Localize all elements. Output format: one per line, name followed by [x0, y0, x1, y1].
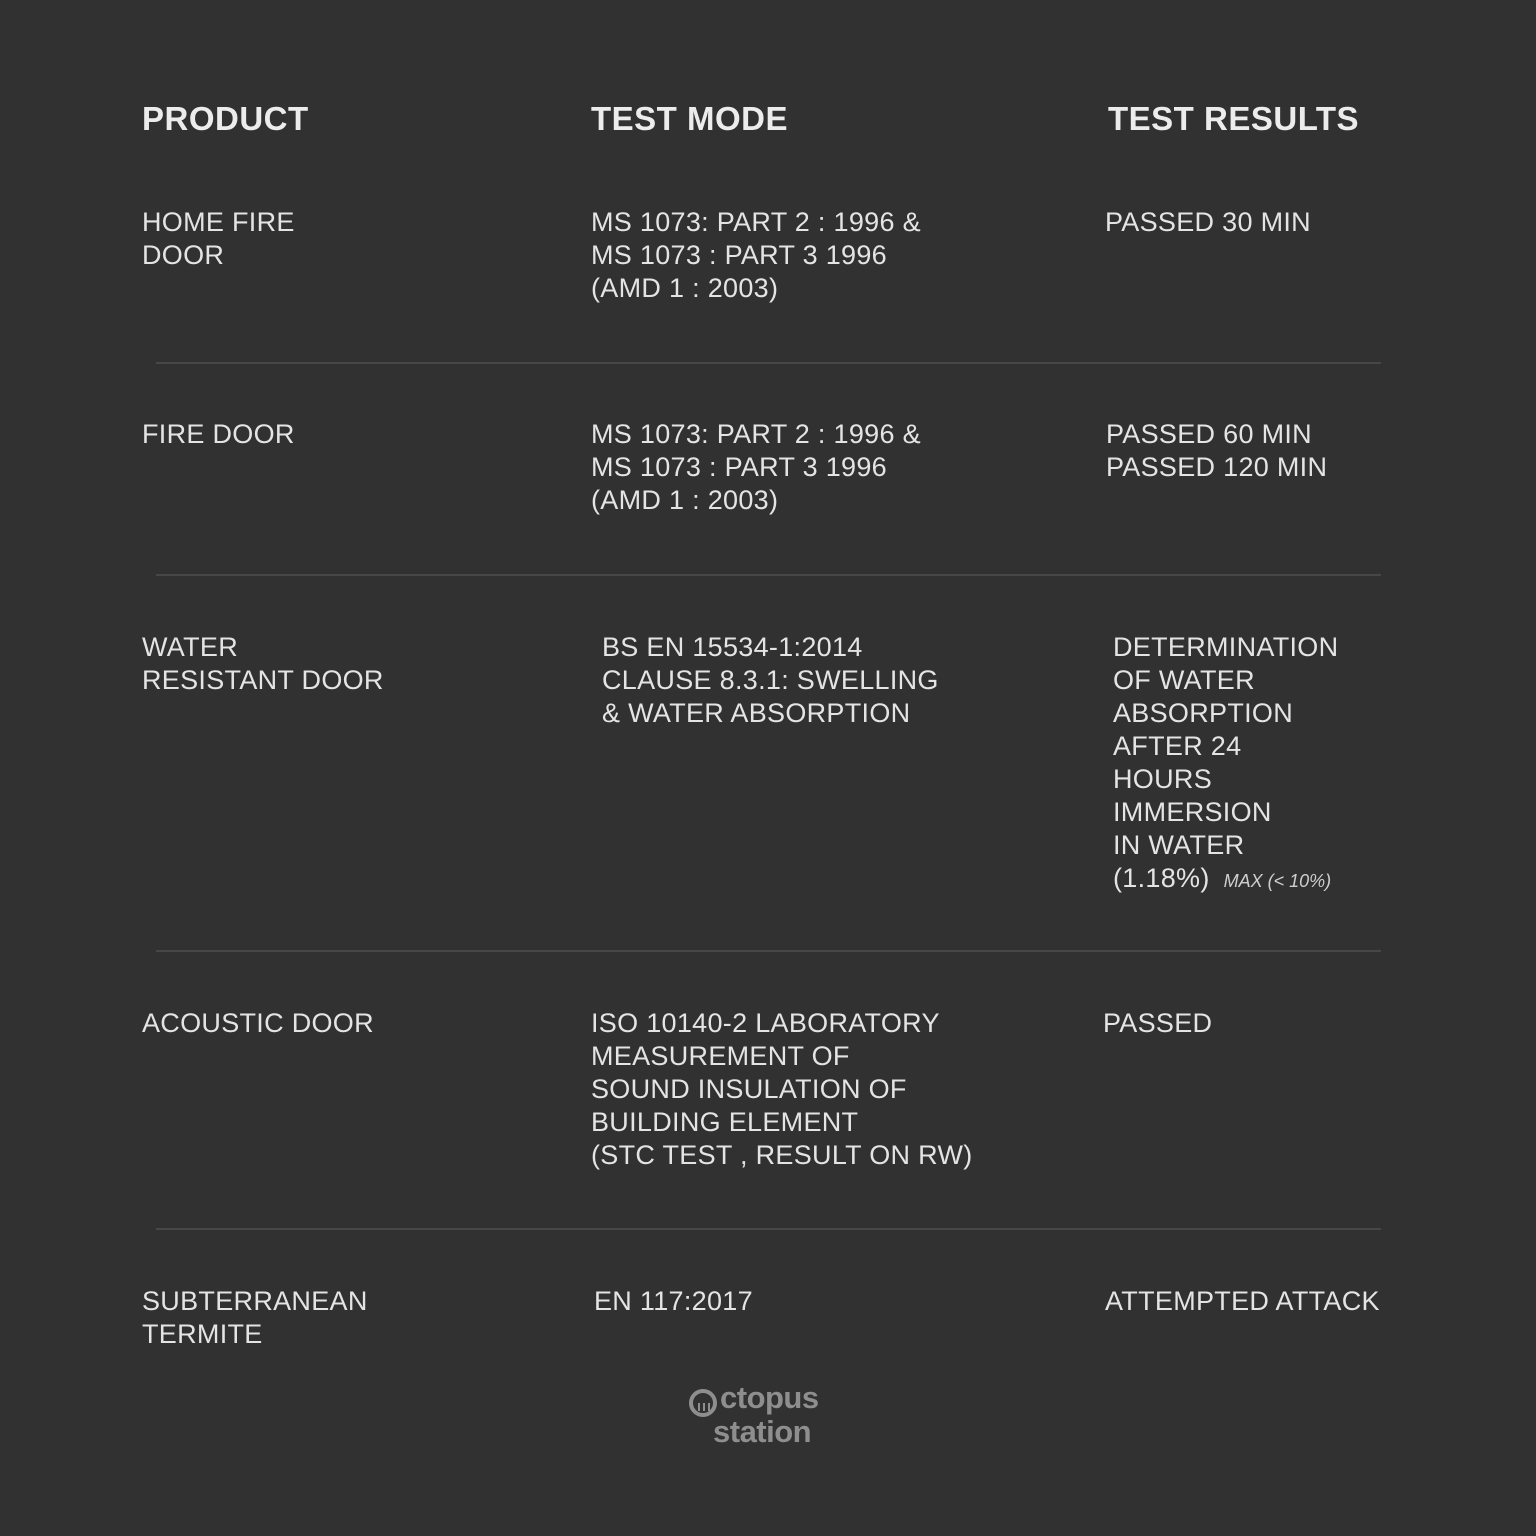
water-absorption-value: (1.18%): [1113, 863, 1210, 893]
row-3-test-mode-line: BS EN 15534-1:2014: [602, 632, 863, 662]
row-3-test-mode: [602, 631, 939, 730]
row-1-test-mode-line: (AMD 1 : 2003): [591, 273, 779, 303]
row-5-test-mode-line: EN 117:2017: [594, 1286, 753, 1316]
row-5-test-mode: [594, 1285, 753, 1318]
logo-text-top: ctopus: [720, 1380, 819, 1415]
row-3-test-results-line: OF WATER: [1113, 665, 1255, 695]
logo-text-bottom: station: [713, 1414, 812, 1449]
header-test-mode: TEST MODE: [591, 100, 789, 137]
row-1-product-line: HOME FIRE: [142, 207, 295, 237]
row-1-product: [142, 206, 295, 272]
row-4-test-mode-line: MEASUREMENT OF: [591, 1041, 850, 1071]
row-1-test-results-line: PASSED 30 MIN: [1105, 207, 1311, 237]
row-3-test-results-line: ABSORPTION: [1113, 698, 1294, 728]
header-test-results: TEST RESULTS: [1108, 100, 1360, 137]
header-product: PRODUCT: [142, 100, 309, 137]
row-3-test-results-line: HOURS: [1113, 764, 1213, 794]
row-4-product-line: ACOUSTIC DOOR: [142, 1008, 374, 1038]
row-3-test-results-line: IN WATER: [1113, 830, 1245, 860]
row-1-test-mode: [591, 206, 921, 305]
row-4-test-mode-line: (STC TEST , RESULT ON RW): [591, 1140, 973, 1170]
row-4-test-results-line: PASSED: [1103, 1008, 1213, 1038]
row-1-product-line: DOOR: [142, 240, 225, 270]
row-1-test-mode-line: MS 1073 : PART 3 1996: [591, 240, 887, 270]
row-2-test-mode: [591, 418, 921, 517]
row-3-test-results-last-line: [1113, 862, 1338, 898]
row-2-test-mode-line: (AMD 1 : 2003): [591, 485, 779, 515]
row-3-test-results: [1113, 631, 1338, 898]
row-3-product-line: RESISTANT DOOR: [142, 665, 384, 695]
row-divider: [156, 950, 1381, 952]
row-3-test-mode-line: CLAUSE 8.3.1: SWELLING: [602, 665, 939, 695]
row-4-product: [142, 1007, 374, 1040]
row-2-test-results-line: PASSED 60 MIN: [1106, 419, 1312, 449]
row-2-test-results: [1106, 418, 1327, 484]
row-3-test-mode-line: & WATER ABSORPTION: [602, 698, 911, 728]
row-4-test-results: [1103, 1007, 1212, 1040]
row-5-test-results-line: ATTEMPTED ATTACK: [1105, 1286, 1380, 1316]
row-divider: [156, 574, 1381, 576]
row-4-test-mode: [591, 1007, 973, 1172]
row-3-product: [142, 631, 384, 697]
row-1-test-mode-line: MS 1073: PART 2 : 1996 &: [591, 207, 921, 237]
water-absorption-limit: MAX (< 10%): [1223, 871, 1332, 891]
row-2-test-results-line: PASSED 120 MIN: [1106, 452, 1328, 482]
row-5-product: [142, 1285, 368, 1351]
row-3-test-results-line: AFTER 24: [1113, 731, 1242, 761]
row-2-product: [142, 418, 295, 451]
row-2-product-line: FIRE DOOR: [142, 419, 295, 449]
row-divider: [156, 1228, 1381, 1230]
row-3-test-results-line: DETERMINATION: [1113, 632, 1339, 662]
row-3-test-results-line: IMMERSION: [1113, 797, 1272, 827]
octopus-station-logo: [686, 1380, 856, 1458]
row-1-test-results: [1105, 206, 1311, 239]
row-5-test-results: [1105, 1285, 1380, 1318]
row-divider: [156, 362, 1381, 364]
octopus-icon: [689, 1389, 717, 1417]
row-5-product-line: SUBTERRANEAN: [142, 1286, 368, 1316]
row-3-product-line: WATER: [142, 632, 238, 662]
row-5-product-line: TERMITE: [142, 1319, 263, 1349]
row-4-test-mode-line: SOUND INSULATION OF: [591, 1074, 907, 1104]
row-4-test-mode-line: BUILDING ELEMENT: [591, 1107, 859, 1137]
row-2-test-mode-line: MS 1073 : PART 3 1996: [591, 452, 887, 482]
row-4-test-mode-line: ISO 10140-2 LABORATORY: [591, 1008, 940, 1038]
row-2-test-mode-line: MS 1073: PART 2 : 1996 &: [591, 419, 921, 449]
